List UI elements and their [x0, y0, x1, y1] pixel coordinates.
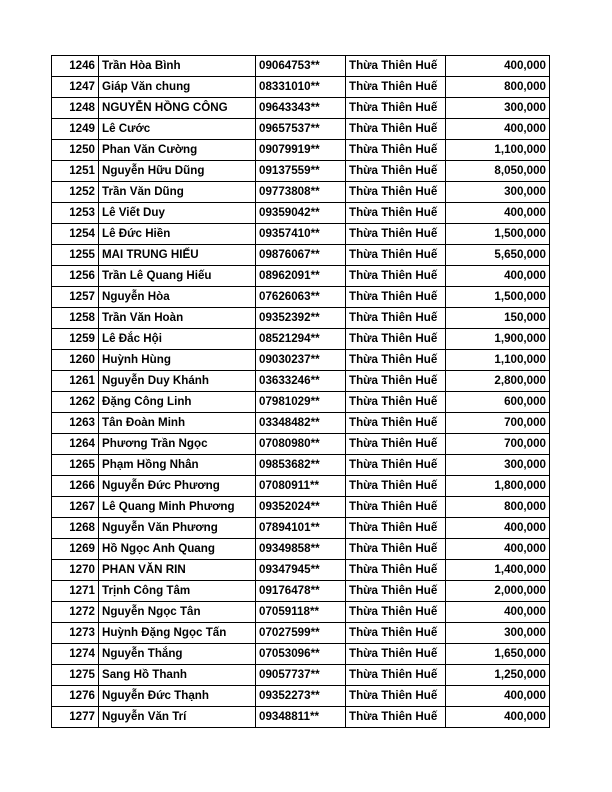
province-cell: Thừa Thiên Huế [346, 371, 446, 392]
row-number-cell: 1273 [52, 623, 99, 644]
donor-name-cell: Nguyễn Duy Khánh [99, 371, 256, 392]
amount-cell: 400,000 [446, 266, 550, 287]
amount-cell: 400,000 [446, 56, 550, 77]
donor-name-cell: Đặng Công Linh [99, 392, 256, 413]
donor-name-cell: Hồ Ngọc Anh Quang [99, 539, 256, 560]
row-number-cell: 1270 [52, 560, 99, 581]
amount-cell: 300,000 [446, 182, 550, 203]
donor-name-cell: Huỳnh Hùng [99, 350, 256, 371]
donor-name-cell: Nguyễn Văn Phương [99, 518, 256, 539]
row-number-cell: 1267 [52, 497, 99, 518]
amount-cell: 400,000 [446, 518, 550, 539]
province-cell: Thừa Thiên Huế [346, 119, 446, 140]
amount-cell: 1,500,000 [446, 224, 550, 245]
province-cell: Thừa Thiên Huế [346, 161, 446, 182]
table-row [52, 182, 550, 203]
phone-cell: 09643343** [256, 98, 346, 119]
donor-name-cell: Huỳnh Đặng Ngọc Tấn [99, 623, 256, 644]
row-number-cell: 1264 [52, 434, 99, 455]
row-number-cell: 1251 [52, 161, 99, 182]
donor-name-cell: Lê Quang Minh Phương [99, 497, 256, 518]
phone-cell: 07080980** [256, 434, 346, 455]
row-number-cell: 1276 [52, 686, 99, 707]
donor-name-cell: Lê Cước [99, 119, 256, 140]
province-cell: Thừa Thiên Huế [346, 77, 446, 98]
amount-cell: 150,000 [446, 308, 550, 329]
phone-cell: 09176478** [256, 581, 346, 602]
amount-cell: 400,000 [446, 602, 550, 623]
phone-cell: 09347945** [256, 560, 346, 581]
table-row [52, 203, 550, 224]
donor-name-cell: Trịnh Công Tâm [99, 581, 256, 602]
province-cell: Thừa Thiên Huế [346, 644, 446, 665]
province-cell: Thừa Thiên Huế [346, 98, 446, 119]
table-row [52, 56, 550, 77]
donor-name-cell: Nguyễn Văn Trí [99, 707, 256, 728]
donor-name-cell: Trần Lê Quang Hiếu [99, 266, 256, 287]
table-row [52, 644, 550, 665]
table-row [52, 308, 550, 329]
phone-cell: 07053096** [256, 644, 346, 665]
phone-cell: 09352024** [256, 497, 346, 518]
donor-name-cell: Nguyễn Đức Phương [99, 476, 256, 497]
donor-name-cell: Trần Văn Dũng [99, 182, 256, 203]
province-cell: Thừa Thiên Huế [346, 518, 446, 539]
amount-cell: 1,400,000 [446, 560, 550, 581]
province-cell: Thừa Thiên Huế [346, 413, 446, 434]
province-cell: Thừa Thiên Huế [346, 140, 446, 161]
row-number-cell: 1263 [52, 413, 99, 434]
donor-name-cell: Trần Văn Hoàn [99, 308, 256, 329]
phone-cell: 03348482** [256, 413, 346, 434]
donor-name-cell: Giáp Văn chung [99, 77, 256, 98]
phone-cell: 09357410** [256, 224, 346, 245]
table-row [52, 350, 550, 371]
amount-cell: 8,050,000 [446, 161, 550, 182]
table-row [52, 161, 550, 182]
table-row [52, 623, 550, 644]
phone-cell: 09352392** [256, 308, 346, 329]
row-number-cell: 1259 [52, 329, 99, 350]
amount-cell: 300,000 [446, 623, 550, 644]
amount-cell: 400,000 [446, 686, 550, 707]
row-number-cell: 1257 [52, 287, 99, 308]
donor-name-cell: MAI TRUNG HIẾU [99, 245, 256, 266]
phone-cell: 09352273** [256, 686, 346, 707]
row-number-cell: 1250 [52, 140, 99, 161]
donor-table [51, 55, 550, 728]
table-row [52, 707, 550, 728]
row-number-cell: 1248 [52, 98, 99, 119]
phone-cell: 09064753** [256, 56, 346, 77]
province-cell: Thừa Thiên Huế [346, 455, 446, 476]
phone-cell: 07626063** [256, 287, 346, 308]
phone-cell: 09057737** [256, 665, 346, 686]
table-row [52, 119, 550, 140]
table-row [52, 98, 550, 119]
table-row [52, 392, 550, 413]
row-number-cell: 1246 [52, 56, 99, 77]
donor-name-cell: Phan Văn Cường [99, 140, 256, 161]
table-row [52, 476, 550, 497]
amount-cell: 2,000,000 [446, 581, 550, 602]
donor-name-cell: Phương Trần Ngọc [99, 434, 256, 455]
table-row [52, 434, 550, 455]
donor-name-cell: PHAN VĂN RIN [99, 560, 256, 581]
province-cell: Thừa Thiên Huế [346, 560, 446, 581]
phone-cell: 09137559** [256, 161, 346, 182]
amount-cell: 700,000 [446, 434, 550, 455]
table-row [52, 455, 550, 476]
phone-cell: 07059118** [256, 602, 346, 623]
phone-cell: 09359042** [256, 203, 346, 224]
phone-cell: 08962091** [256, 266, 346, 287]
donor-name-cell: Nguyễn Ngọc Tân [99, 602, 256, 623]
amount-cell: 600,000 [446, 392, 550, 413]
province-cell: Thừa Thiên Huế [346, 497, 446, 518]
donor-name-cell: Nguyễn Hòa [99, 287, 256, 308]
table-row [52, 287, 550, 308]
amount-cell: 1,100,000 [446, 350, 550, 371]
amount-cell: 5,650,000 [446, 245, 550, 266]
phone-cell: 09657537** [256, 119, 346, 140]
row-number-cell: 1256 [52, 266, 99, 287]
amount-cell: 400,000 [446, 119, 550, 140]
amount-cell: 700,000 [446, 413, 550, 434]
amount-cell: 400,000 [446, 539, 550, 560]
table-row [52, 266, 550, 287]
phone-cell: 09030237** [256, 350, 346, 371]
province-cell: Thừa Thiên Huế [346, 707, 446, 728]
amount-cell: 300,000 [446, 98, 550, 119]
province-cell: Thừa Thiên Huế [346, 434, 446, 455]
row-number-cell: 1261 [52, 371, 99, 392]
donor-name-cell: Lê Viết Duy [99, 203, 256, 224]
amount-cell: 800,000 [446, 77, 550, 98]
province-cell: Thừa Thiên Huế [346, 245, 446, 266]
donor-name-cell: NGUYỄN HỒNG CÔNG [99, 98, 256, 119]
amount-cell: 300,000 [446, 455, 550, 476]
donor-name-cell: Nguyễn Thắng [99, 644, 256, 665]
province-cell: Thừa Thiên Huế [346, 308, 446, 329]
amount-cell: 1,800,000 [446, 476, 550, 497]
province-cell: Thừa Thiên Huế [346, 602, 446, 623]
province-cell: Thừa Thiên Huế [346, 182, 446, 203]
phone-cell: 07981029** [256, 392, 346, 413]
donor-name-cell: Tân Đoàn Minh [99, 413, 256, 434]
province-cell: Thừa Thiên Huế [346, 392, 446, 413]
amount-cell: 2,800,000 [446, 371, 550, 392]
province-cell: Thừa Thiên Huế [346, 476, 446, 497]
amount-cell: 1,100,000 [446, 140, 550, 161]
row-number-cell: 1266 [52, 476, 99, 497]
table-row [52, 602, 550, 623]
table-row [52, 224, 550, 245]
row-number-cell: 1274 [52, 644, 99, 665]
row-number-cell: 1254 [52, 224, 99, 245]
row-number-cell: 1271 [52, 581, 99, 602]
province-cell: Thừa Thiên Huế [346, 350, 446, 371]
province-cell: Thừa Thiên Huế [346, 203, 446, 224]
table-row [52, 413, 550, 434]
table-row [52, 140, 550, 161]
province-cell: Thừa Thiên Huế [346, 266, 446, 287]
phone-cell: 08521294** [256, 329, 346, 350]
donor-name-cell: Nguyễn Hữu Dũng [99, 161, 256, 182]
row-number-cell: 1277 [52, 707, 99, 728]
row-number-cell: 1255 [52, 245, 99, 266]
donor-name-cell: Lê Đức Hiền [99, 224, 256, 245]
table-row [52, 686, 550, 707]
phone-cell: 09876067** [256, 245, 346, 266]
donor-name-cell: Nguyễn Đức Thạnh [99, 686, 256, 707]
row-number-cell: 1262 [52, 392, 99, 413]
phone-cell: 09349858** [256, 539, 346, 560]
phone-cell: 09348811** [256, 707, 346, 728]
table-row [52, 665, 550, 686]
province-cell: Thừa Thiên Huế [346, 686, 446, 707]
table-body [52, 56, 550, 728]
phone-cell: 09853682** [256, 455, 346, 476]
donor-name-cell: Sang Hồ Thanh [99, 665, 256, 686]
amount-cell: 1,500,000 [446, 287, 550, 308]
donor-name-cell: Trần Hòa Bình [99, 56, 256, 77]
amount-cell: 1,250,000 [446, 665, 550, 686]
row-number-cell: 1260 [52, 350, 99, 371]
row-number-cell: 1249 [52, 119, 99, 140]
province-cell: Thừa Thiên Huế [346, 665, 446, 686]
province-cell: Thừa Thiên Huế [346, 581, 446, 602]
row-number-cell: 1252 [52, 182, 99, 203]
phone-cell: 03633246** [256, 371, 346, 392]
table-row [52, 77, 550, 98]
phone-cell: 07027599** [256, 623, 346, 644]
phone-cell: 09773808** [256, 182, 346, 203]
table-row [52, 518, 550, 539]
province-cell: Thừa Thiên Huế [346, 539, 446, 560]
row-number-cell: 1258 [52, 308, 99, 329]
row-number-cell: 1265 [52, 455, 99, 476]
row-number-cell: 1247 [52, 77, 99, 98]
donor-name-cell: Phạm Hồng Nhân [99, 455, 256, 476]
table-row [52, 539, 550, 560]
table-row [52, 497, 550, 518]
province-cell: Thừa Thiên Huế [346, 287, 446, 308]
province-cell: Thừa Thiên Huế [346, 224, 446, 245]
phone-cell: 09079919** [256, 140, 346, 161]
table-row [52, 329, 550, 350]
table-row [52, 245, 550, 266]
table-row [52, 371, 550, 392]
phone-cell: 07894101** [256, 518, 346, 539]
table-row [52, 560, 550, 581]
donor-name-cell: Lê Đắc Hội [99, 329, 256, 350]
amount-cell: 1,650,000 [446, 644, 550, 665]
table-row [52, 581, 550, 602]
amount-cell: 800,000 [446, 497, 550, 518]
province-cell: Thừa Thiên Huế [346, 329, 446, 350]
province-cell: Thừa Thiên Huế [346, 56, 446, 77]
amount-cell: 400,000 [446, 203, 550, 224]
province-cell: Thừa Thiên Huế [346, 623, 446, 644]
amount-cell: 1,900,000 [446, 329, 550, 350]
phone-cell: 08331010** [256, 77, 346, 98]
phone-cell: 07080911** [256, 476, 346, 497]
amount-cell: 400,000 [446, 707, 550, 728]
row-number-cell: 1272 [52, 602, 99, 623]
row-number-cell: 1268 [52, 518, 99, 539]
row-number-cell: 1269 [52, 539, 99, 560]
row-number-cell: 1253 [52, 203, 99, 224]
row-number-cell: 1275 [52, 665, 99, 686]
